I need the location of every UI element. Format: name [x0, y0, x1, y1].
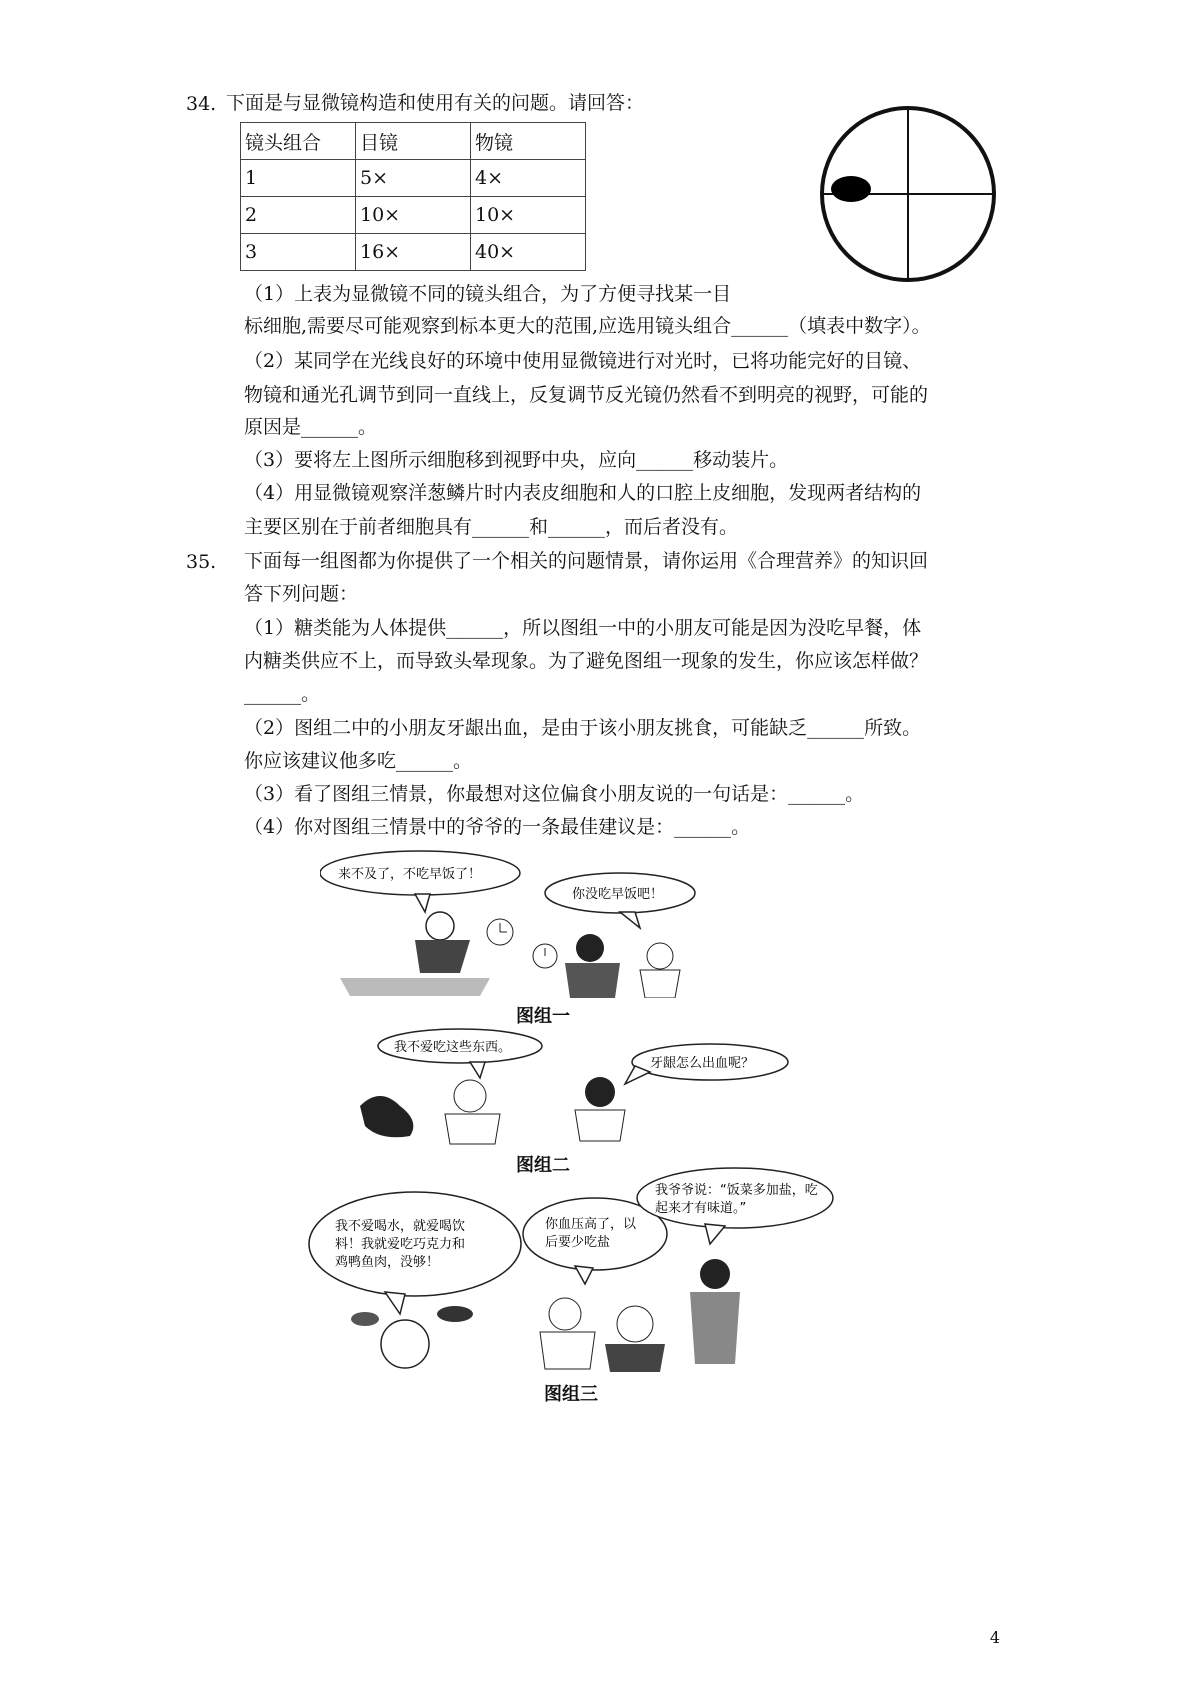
figure-group-3-illustration	[305, 1164, 835, 1374]
table-cell: 40×	[471, 234, 586, 271]
cell-image	[831, 176, 871, 202]
table-row	[241, 234, 586, 271]
boy-body	[445, 1114, 500, 1144]
boy-figure	[454, 1080, 486, 1112]
grandchild-body	[690, 1292, 740, 1364]
figure-group-2-caption: 图组二	[516, 1155, 570, 1176]
picky-child-figure	[381, 1320, 429, 1368]
q34-line-1: （1）上表为显微镜不同的镜头组合，为了方便寻找某一目	[244, 283, 732, 305]
q34-line-3: （2）某同学在光线良好的环境中使用显微镜进行对光时，已将功能完好的目镜、	[244, 350, 922, 372]
bubble-text: 鸡鸭鱼肉，没够！	[335, 1255, 440, 1270]
q34-line-7: （4）用显微镜观察洋葱鳞片时内表皮细胞和人的口腔上皮细胞，发现两者结构的	[244, 482, 922, 504]
figure-group-3-caption: 图组三	[544, 1384, 598, 1405]
q35-line-8: （3）看了图组三情景，你最想对这位偏食小朋友说的一句话是：______。	[244, 783, 865, 805]
table-cell: 10×	[356, 197, 471, 234]
bubble-text: 牙龈怎么出血呢？	[650, 1056, 755, 1071]
figure-group-2-illustration	[350, 1026, 790, 1146]
bubble-text: 我不爱吃这些东西。	[394, 1040, 512, 1055]
table-row	[241, 197, 586, 234]
bubble-text: 料！我就爱吃巧克力和	[335, 1237, 466, 1252]
q35-line-2: 答下列问题：	[244, 583, 359, 605]
food-image	[437, 1306, 473, 1322]
boy-body	[415, 940, 470, 973]
table-cell: 5×	[356, 160, 471, 197]
q35-line-6: （2）图组二中的小朋友牙龈出血，是由于该小朋友挑食，可能缺乏______所致。	[244, 717, 922, 739]
table-cell: 3	[241, 234, 356, 271]
question-34-number: 34.	[186, 93, 217, 115]
vegetables-image	[360, 1096, 413, 1137]
figure-group-1-caption: 图组一	[516, 1006, 570, 1027]
table-cell: 2	[241, 197, 356, 234]
grandpa-figure	[617, 1306, 653, 1342]
doctor-body	[540, 1332, 595, 1369]
question-35-number: 35.	[186, 551, 217, 573]
child-body	[575, 1110, 625, 1141]
mother-body	[565, 963, 620, 998]
page-number: 4	[989, 1628, 1000, 1647]
q34-line-2: 标细胞,需要尽可能观察到标本更大的范围,应选用镜头组合______（填表中数字）。	[244, 315, 931, 337]
mother-figure	[576, 934, 604, 962]
table-cell: 1	[241, 160, 356, 197]
bubble-text: 起来才有味道。”	[655, 1201, 747, 1216]
child-figure	[585, 1077, 615, 1107]
table-header-cell: 镜头组合	[241, 123, 356, 160]
q35-line-9: （4）你对图组三情景中的爷爷的一条最佳建议是：______。	[244, 816, 751, 838]
child-body	[640, 970, 680, 998]
table-cell: 16×	[356, 234, 471, 271]
bubble-text: 你没吃早饭吧！	[572, 887, 664, 902]
q34-line-6: （3）要将左上图所示细胞移到视野中央，应向______移动装片。	[244, 449, 789, 471]
q35-line-5: ______。	[244, 683, 321, 705]
table-header-cell: 目镜	[356, 123, 471, 160]
grandchild-figure	[700, 1259, 730, 1289]
bubble-text: 我爷爷说：“饭菜多加盐，吃	[655, 1183, 818, 1198]
figure-group-1-illustration	[320, 848, 790, 998]
table-row	[241, 160, 586, 197]
q35-line-3: （1）糖类能为人体提供______，所以图组一中的小朋友可能是因为没吃早餐，体	[244, 617, 922, 639]
table-cell: 4×	[471, 160, 586, 197]
q34-line-5: 原因是______。	[244, 416, 378, 438]
bubble-text: 我不爱喝水，就爱喝饮	[335, 1219, 466, 1234]
boy-figure	[426, 912, 454, 940]
breakfast-table	[340, 978, 490, 996]
q34-line-8: 主要区别在于前者细胞具有______和______，而后者没有。	[244, 516, 739, 538]
q34-line-4: 物镜和通光孔调节到同一直线上，反复调节反光镜仍然看不到明亮的视野，可能的	[244, 384, 929, 406]
table-header-row	[241, 123, 586, 160]
grandpa-body	[605, 1344, 665, 1372]
food-image	[351, 1312, 379, 1326]
doctor-figure	[549, 1298, 581, 1330]
q35-line-4: 内糖类供应不上，而导致头晕现象。为了避免图组一现象的发生，你应该怎样做？	[244, 650, 929, 672]
bubble-text: 后要少吃盐	[545, 1235, 611, 1250]
table-cell: 10×	[471, 197, 586, 234]
bubble-text: 你血压高了，以	[545, 1217, 637, 1232]
child-figure	[647, 943, 673, 969]
q35-line-1: 下面每一组图都为你提供了一个相关的问题情景，请你运用《合理营养》的知识回	[244, 550, 929, 572]
table-header-cell: 物镜	[471, 123, 586, 160]
microscope-field-of-view	[818, 104, 998, 284]
q35-line-7: 你应该建议他多吃______。	[244, 750, 473, 772]
bubble-text: 来不及了，不吃早饭了！	[338, 867, 482, 882]
lens-combination-table	[240, 122, 586, 271]
question-34-stem: 下面是与显微镜构造和使用有关的问题。请回答：	[226, 92, 645, 114]
